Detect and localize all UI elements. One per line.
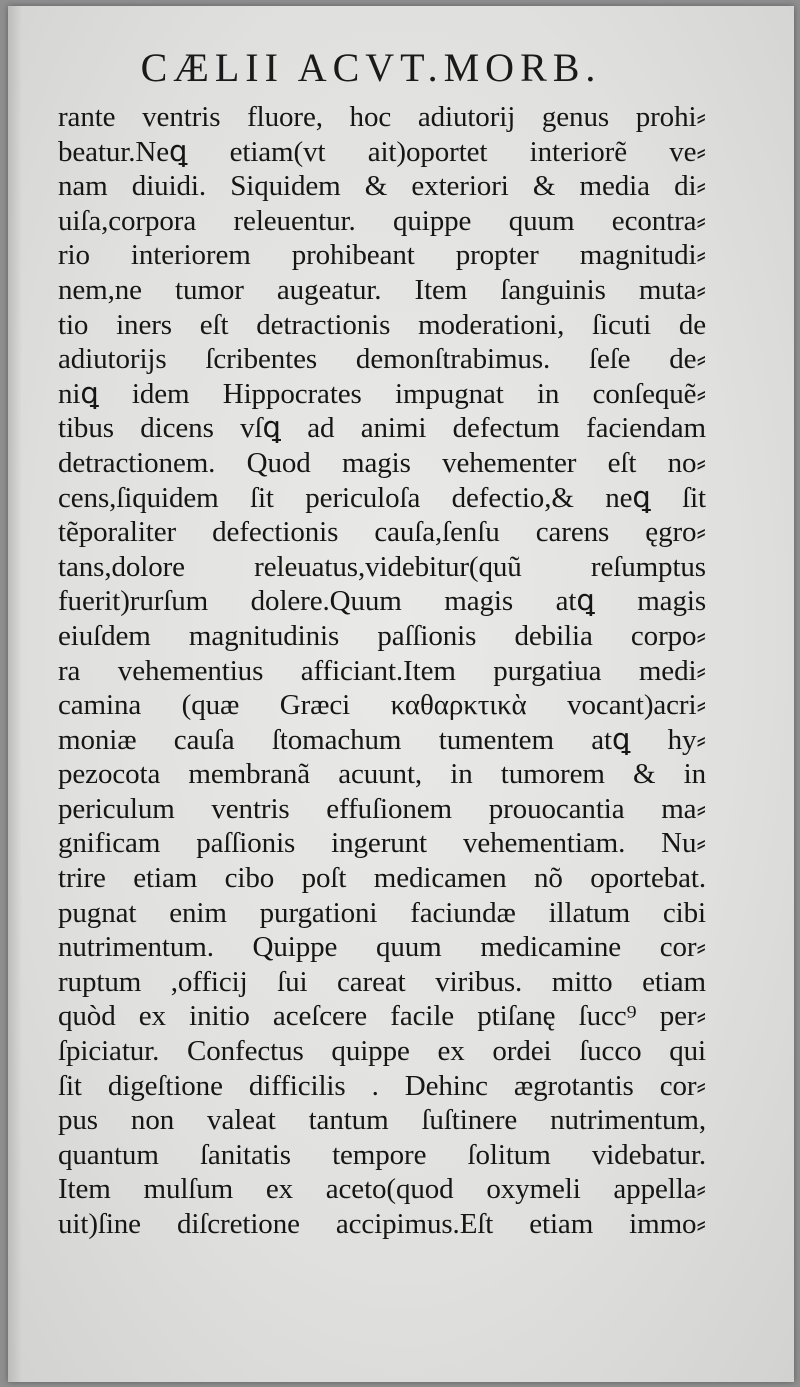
- text-line: pus non valeat tantum ſuſtinere nutrimentum,: [58, 1104, 706, 1137]
- text-line: niꝗ idem Hippocrates impugnat in conſequẽ⸗: [58, 377, 706, 410]
- text-line: eiuſdem magnitudinis paſſionis debilia corpo⸗: [58, 619, 706, 652]
- text-line: tio iners eſt detractionis moderationi, ſicuti de: [58, 308, 706, 341]
- text-line: pugnat enim purgationi faciundæ illatum cibi: [58, 896, 706, 929]
- text-line: trire etiam cibo poſt medicamen nõ oportebat.: [58, 862, 706, 895]
- text-line: ruptum ,officij ſui careat viribus. mitto etiam: [58, 965, 706, 998]
- text-line: nam diuidi. Siquidem & exteriori & media di⸗: [58, 170, 706, 203]
- text-line: camina (quæ Græci καθαρκτικὰ vocant)acri⸗: [58, 689, 706, 722]
- book-page: [8, 6, 794, 1382]
- text-line: tibus dicens vſꝗ ad animi defectum faciendam: [58, 412, 706, 445]
- text-line: moniæ cauſa ſtomachum tumentem atꝗ hy⸗: [58, 723, 706, 756]
- text-line: periculum ventris effuſionem prouocantia ma⸗: [58, 792, 706, 825]
- text-line: tẽporaliter defectionis cauſa,ſenſu carens ęgro⸗: [58, 516, 706, 549]
- text-line: quantum ſanitatis tempore ſolitum videbatur.: [58, 1138, 706, 1171]
- text-line: uit)ſine diſcretione accipimus.Eſt etiam immo⸗: [58, 1208, 706, 1240]
- text-line: uiſa,corpora releuentur. quippe quum econtra⸗: [58, 204, 706, 237]
- text-line: fuerit)rurſum dolere.Quum magis atꝗ magis: [58, 585, 706, 618]
- text-line: rio interiorem prohibeant propter magnitudi⸗: [58, 239, 706, 272]
- text-line: gnificam paſſionis ingerunt vehementiam. Nu⸗: [58, 827, 706, 860]
- text-line: quòd ex initio aceſcere facile ptiſanę ſucc⁹ per⸗: [58, 1000, 706, 1033]
- text-line: rante ventris fluore, hoc adiutorij genus prohi⸗: [58, 101, 706, 133]
- text-line: Item mulſum ex aceto(quod oxymeli appella⸗: [58, 1173, 706, 1206]
- text-line: ra vehementius afficiant.Item purgatiua medi⸗: [58, 654, 706, 687]
- page-gutter-shadow: [8, 6, 22, 1382]
- text-line: beatur.Neꝗ etiam(vt ait)oportet interiorẽ ve⸗: [58, 135, 706, 168]
- text-line: ſit digeſtione difficilis . Dehinc ægrotantis cor⸗: [58, 1069, 706, 1102]
- text-line: detractionem. Quod magis vehementer eſt no⸗: [58, 446, 706, 479]
- text-line: tans,dolore releuatus,videbitur(quũ reſumptus: [58, 550, 706, 583]
- text-line: adiutorijs ſcribentes demonſtrabimus. ſeſe de⸗: [58, 343, 706, 376]
- text-block: [58, 100, 706, 1242]
- text-line: nem,ne tumor augeatur. Item ſanguinis muta⸗: [58, 273, 706, 306]
- text-line: ſpiciatur. Confectus quippe ex ordei ſucco qui: [58, 1035, 706, 1068]
- running-head: CÆLII ACVT.MORB.: [140, 45, 602, 90]
- text-line: nutrimentum. Quippe quum medicamine cor⸗: [58, 931, 706, 964]
- text-line: cens,ſiquidem ſit periculoſa defectio,& neꝗ ſit: [58, 481, 706, 514]
- text-line: pezocota membranã acuunt, in tumorem & in: [58, 758, 706, 791]
